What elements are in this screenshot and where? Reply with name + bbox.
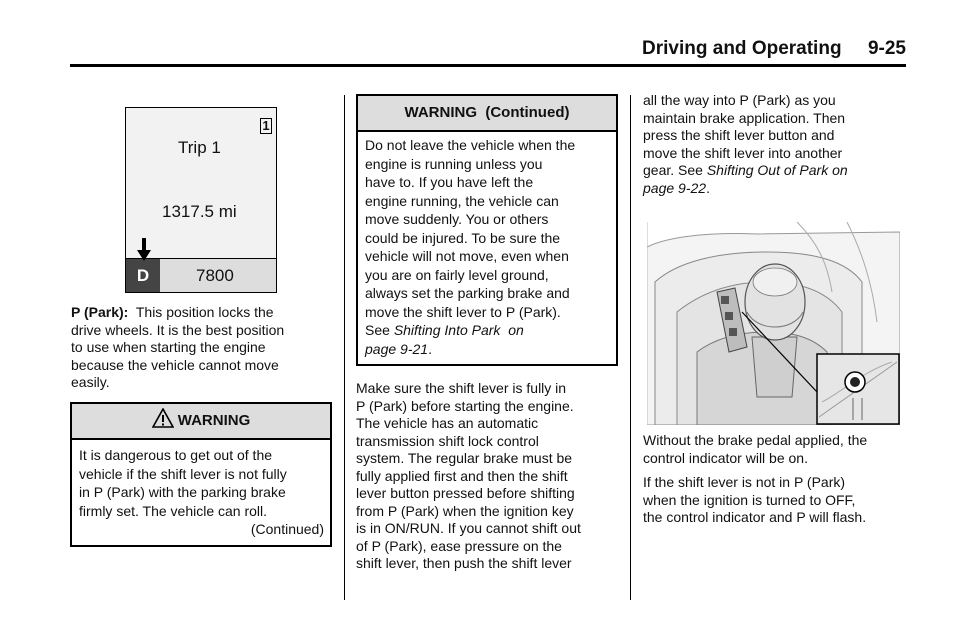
continued-label: (Continued)	[250, 521, 324, 537]
warning-header	[72, 404, 330, 440]
text-line: you are on fairly level ground,	[365, 266, 549, 283]
text-line: move suddenly. You or others	[365, 211, 549, 227]
text-line: P (Park) before starting the engine.	[356, 397, 574, 414]
warning-continued-header: WARNING (Continued)	[358, 96, 616, 132]
text-line: vehicle if the shift lever is not fully	[79, 465, 287, 482]
warning-title: WARNING	[177, 412, 251, 429]
shift-lever-illustration	[647, 222, 900, 425]
park-term: P (Park):	[71, 304, 129, 320]
text-line: lever button pressed before shifting	[356, 485, 575, 501]
odometer-value: 1317.5 mi	[162, 202, 237, 221]
text-line: the control indicator and P will flash.	[643, 509, 867, 525]
trip-label: Trip 1	[178, 138, 221, 157]
text-line	[643, 180, 905, 198]
text-line: It is dangerous to get out of the	[79, 447, 273, 463]
warning-continued-box	[356, 94, 618, 366]
column-divider-2	[630, 95, 631, 600]
text-line: Do not leave the vehicle when the	[365, 137, 576, 153]
text-line: move the shift lever into another	[643, 144, 843, 161]
warning-triangle-icon	[152, 408, 174, 428]
text-line: in P (Park) with the parking brake	[79, 484, 286, 500]
text-line	[365, 340, 610, 359]
shift-lock-paragraph	[356, 380, 622, 573]
text-line: fully applied first and then the shift	[356, 467, 568, 484]
text-line	[365, 321, 610, 340]
text-line: The vehicle has an automatic	[356, 415, 539, 431]
display-bottom-bar	[126, 258, 276, 292]
text-span: gear. See	[643, 162, 707, 178]
text-line: could be injured. To be sure the	[365, 229, 561, 246]
warning-body	[72, 440, 330, 539]
cross-reference[interactable]: Shifting Out of Park on	[706, 162, 848, 178]
text-span: .	[428, 340, 432, 357]
text-line: If the shift lever is not in P (Park)	[643, 474, 846, 490]
section-title: Driving and Operating	[642, 38, 842, 59]
gear-indicator: D	[126, 259, 160, 292]
shift-out-paragraph	[643, 92, 905, 197]
park-description	[71, 304, 333, 392]
trip-display-illustration	[125, 107, 277, 293]
text-line: Make sure the shift lever is fully in	[356, 380, 567, 396]
text-line: control indicator will be on.	[643, 449, 808, 466]
text-line: drive wheels. It is the best position	[71, 321, 285, 338]
text-line: to use when starting the engine	[71, 339, 266, 355]
trip-number-indicator: 1	[260, 118, 272, 134]
text-line: because the vehicle cannot move	[71, 356, 279, 373]
cross-reference-page[interactable]: page 9-21	[365, 340, 429, 357]
text-span: See	[365, 322, 394, 338]
text-line: when the ignition is turned to OFF,	[643, 491, 856, 508]
page-header-title	[642, 38, 906, 60]
header-rule	[70, 64, 906, 67]
cross-reference[interactable]: Shifting Into Park on	[393, 322, 524, 338]
column-divider-1	[344, 95, 345, 600]
text-line: transmission shift lock control	[356, 432, 539, 449]
text-line: easily.	[71, 374, 110, 390]
cross-reference-page[interactable]: page 9-22	[643, 179, 707, 196]
text-line: all the way into P (Park) as you	[643, 92, 836, 108]
text-line: always set the parking brake and	[365, 285, 570, 301]
text-line: from P (Park) when the ignition key	[356, 502, 574, 519]
warning-box	[70, 402, 332, 547]
control-indicator-paragraph	[643, 432, 905, 467]
text-line	[71, 304, 333, 322]
text-span: .	[706, 179, 710, 196]
text-line: engine running, the vehicle can	[365, 192, 559, 209]
warning-continued-body	[358, 132, 616, 358]
display-bottom-value: 7800	[196, 266, 234, 285]
text-line: shift lever, then push the shift lever	[356, 555, 572, 571]
text-line: Without the brake pedal applied, the	[643, 432, 868, 448]
text-span: This position locks the	[128, 304, 274, 320]
text-line: system. The regular brake must be	[356, 450, 573, 466]
text-line	[643, 162, 905, 180]
page-header	[70, 38, 906, 66]
text-line: have to. If you have left the	[365, 174, 534, 190]
text-line: is in ON/RUN. If you cannot shift out	[356, 520, 581, 536]
ignition-off-paragraph	[643, 474, 905, 527]
text-line: press the shift lever button and	[643, 127, 835, 143]
text-line: move the shift lever to P (Park).	[365, 303, 561, 320]
text-line: maintain brake application. Then	[643, 109, 846, 126]
text-line: firmly set. The vehicle can roll.	[79, 502, 268, 519]
down-arrow-icon	[137, 238, 151, 262]
text-line: vehicle will not move, even when	[365, 248, 569, 264]
text-line: of P (Park), ease pressure on the	[356, 537, 562, 554]
page-number: 9-25	[867, 38, 906, 59]
text-line: engine is running unless you	[365, 155, 543, 172]
